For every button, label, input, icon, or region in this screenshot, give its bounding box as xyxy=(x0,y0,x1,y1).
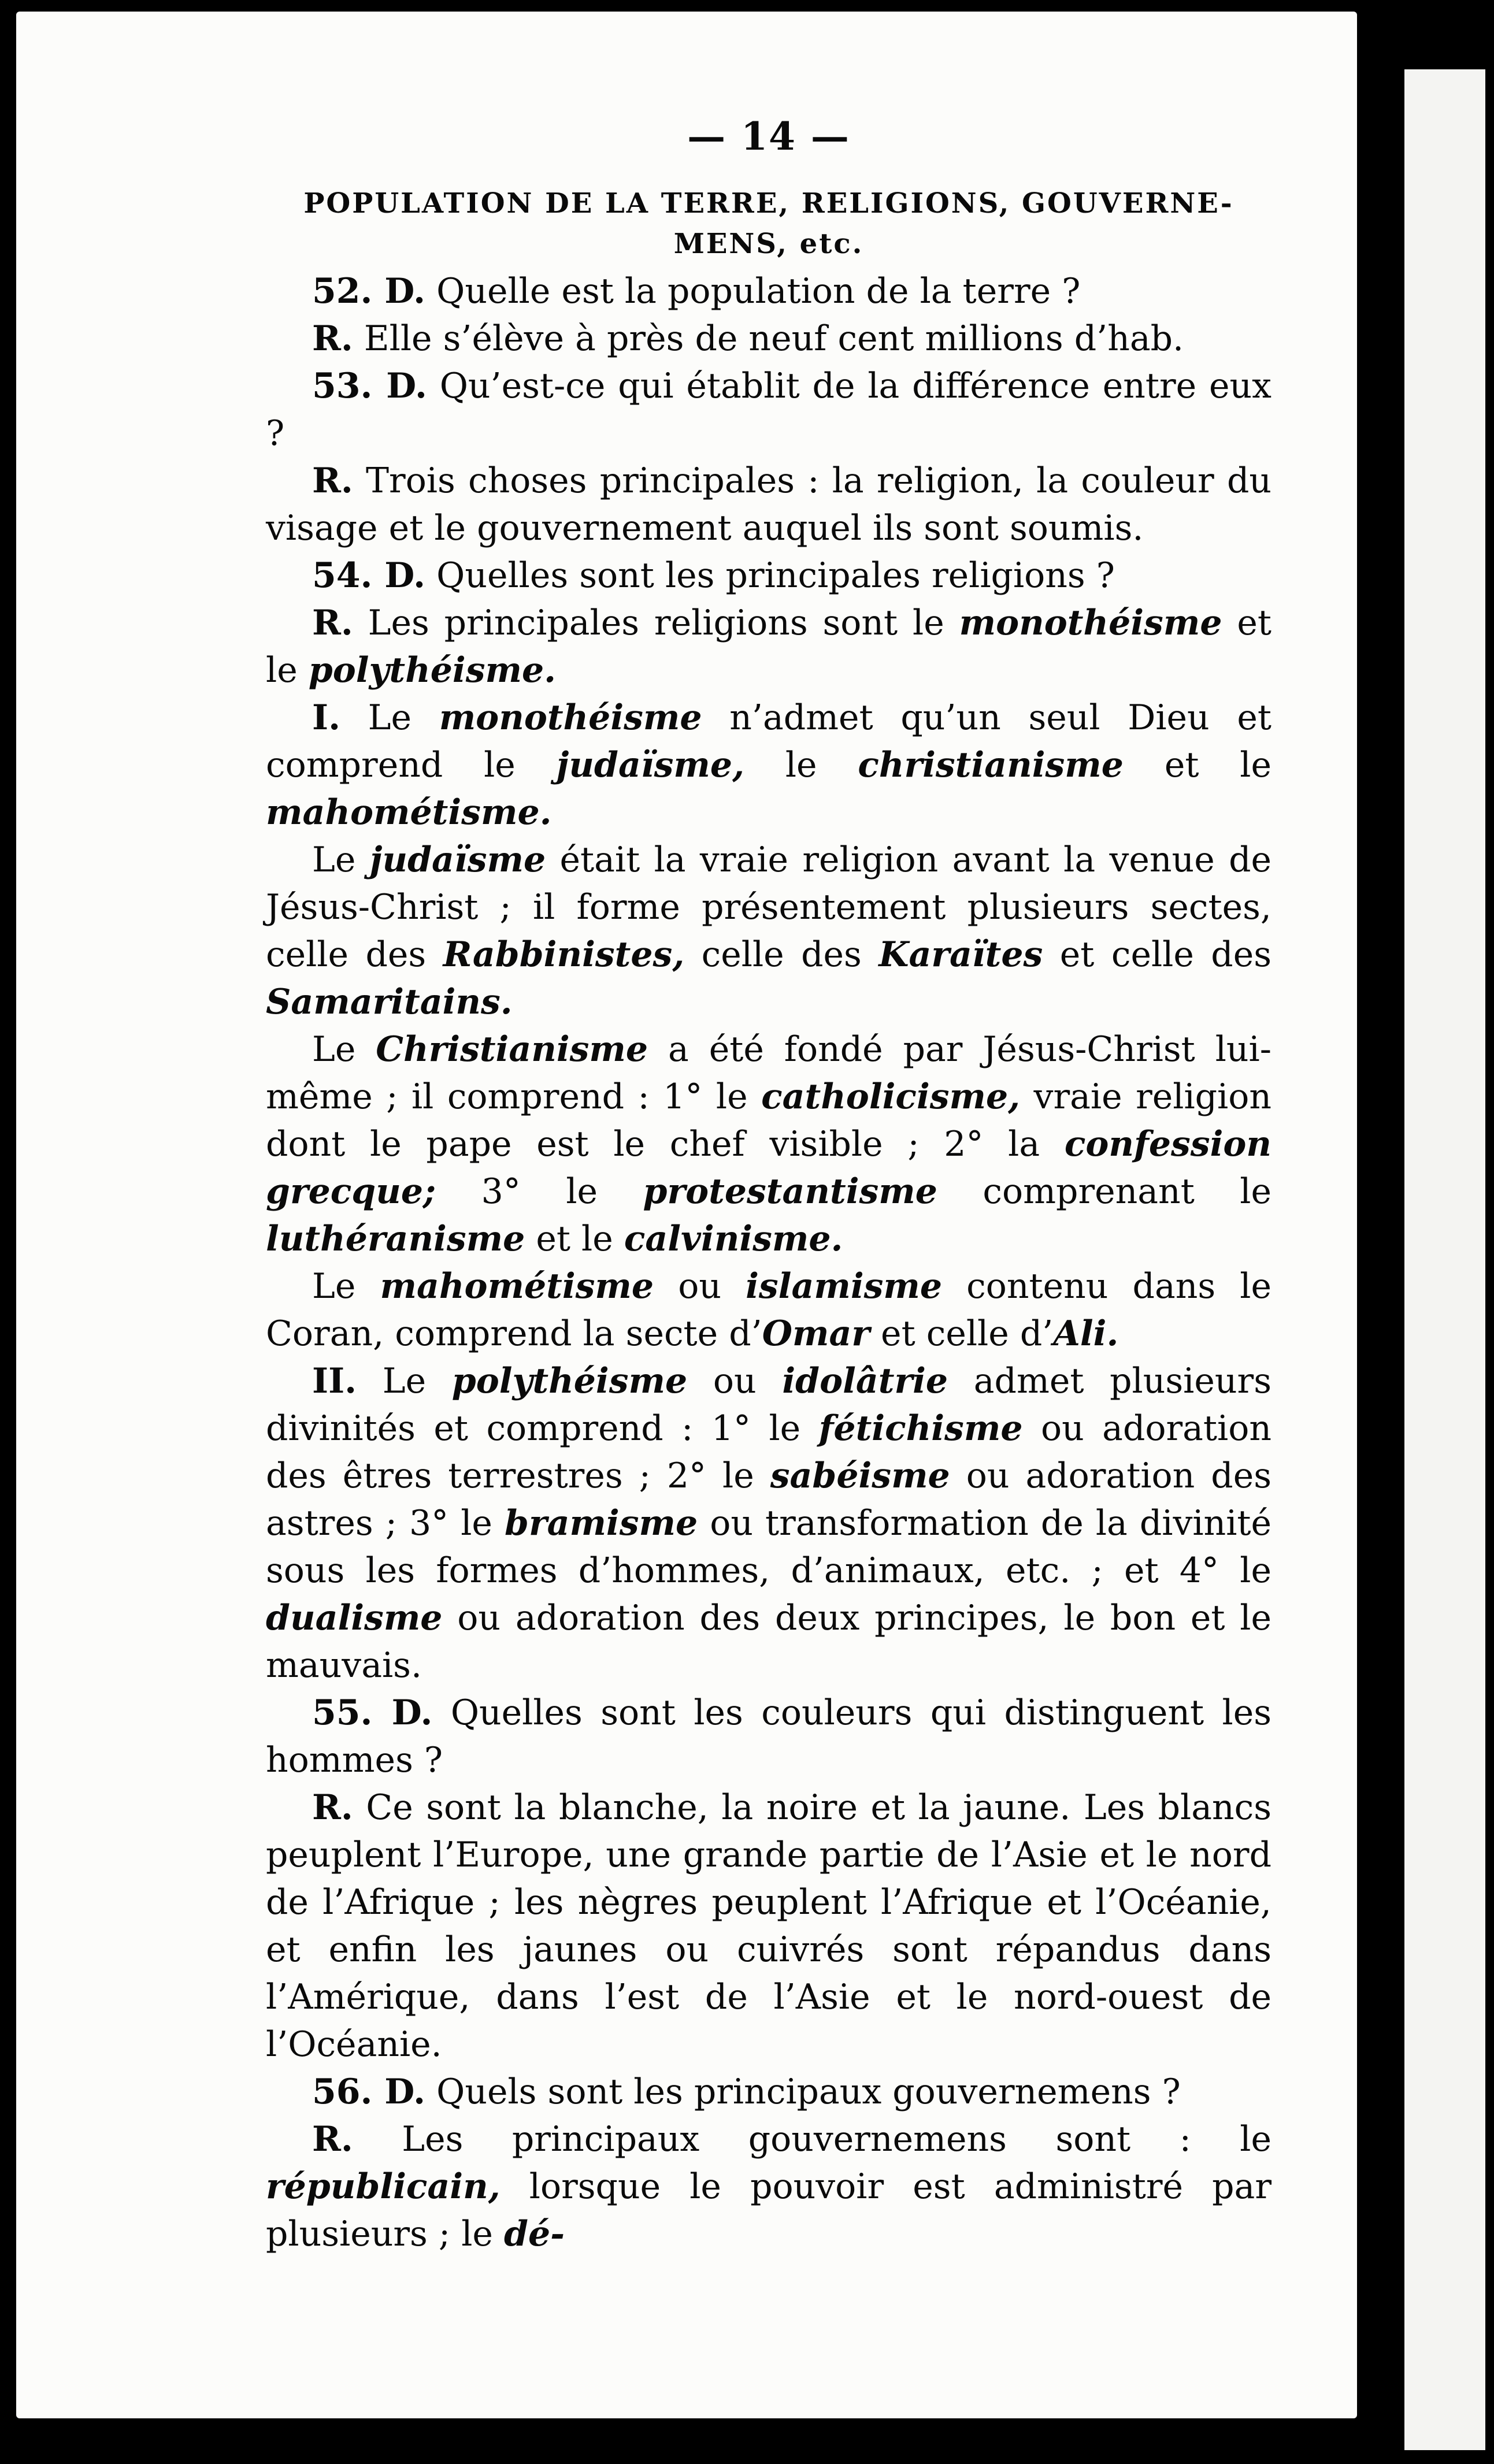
text-run: Ce sont la blanche, la noire et la jaune. Les blancs peuplent l’Europe, une grande partie de l’Asie et le nord de l’Afrique ; les nègres peuplent l’Afrique et l’Océanie, et enfin les jaunes ou cuivrés sont répandus dans l’Amérique, dans l’est de l’Asie et le nord-ouest de l’Océanie. xyxy=(266,1787,1271,2065)
section-title xyxy=(266,183,1271,264)
italic-term: Omar xyxy=(762,1313,870,1354)
text-run: Elle s’élève à près de neuf cent millions d’hab. xyxy=(353,318,1184,359)
italic-term: polythéisme xyxy=(451,1361,688,1401)
italic-term: confession grecque; xyxy=(266,1124,1271,1212)
text-run: et le xyxy=(525,1219,624,1259)
text-run: et le xyxy=(1123,745,1271,785)
italic-term: christianisme xyxy=(858,745,1124,785)
question-answer-label: R. xyxy=(312,318,353,359)
paragraph xyxy=(266,2116,1271,2258)
text-run: ou transformation de la divinité sous les formes d’hommes, d’animaux, etc. ; et 4° le xyxy=(266,1503,1272,1591)
section-title-line-2: MENS, etc. xyxy=(673,228,864,260)
italic-term: catholicisme, xyxy=(761,1077,1021,1117)
italic-term: républicain, xyxy=(266,2166,501,2207)
paragraph xyxy=(266,1357,1271,1689)
question-answer-label: 52. D. xyxy=(312,271,426,311)
page-number: — 14 — xyxy=(687,114,850,159)
text-run: était la vraie religion avant la venue de Jésus-Christ ; il forme présentement plusieurs sectes, celle des xyxy=(266,840,1271,975)
paragraph xyxy=(266,2068,1271,2116)
text-run: Les principales religions sont le xyxy=(353,603,959,643)
text-run: Le xyxy=(340,697,439,738)
text-run: Quels sont les principaux gouvernemens ? xyxy=(425,2072,1181,2112)
italic-term: fétichisme xyxy=(818,1408,1023,1449)
question-answer-label: 54. D. xyxy=(312,555,426,596)
paragraph xyxy=(266,1689,1271,1784)
text-run: ou xyxy=(654,1266,746,1307)
text-run: Trois choses principales : la religion, la couleur du visage et le gouvernement auquel ils sont soumis. xyxy=(266,461,1271,548)
text-run: Les principaux gouvernemens sont : le xyxy=(353,2119,1271,2159)
text-run: contenu dans le Coran, comprend la secte d’ xyxy=(266,1266,1271,1354)
italic-term: calvinisme. xyxy=(624,1219,843,1259)
paragraph xyxy=(266,1784,1271,2068)
text-run: Le xyxy=(312,840,370,880)
page-body xyxy=(266,268,1271,2258)
italic-term: dualisme xyxy=(266,1598,443,1638)
text-run: a été fondé par Jésus-Christ lui-même ; il comprend : 1° le xyxy=(266,1029,1271,1117)
italic-term: islamisme xyxy=(746,1266,943,1307)
question-answer-label: I. xyxy=(312,697,340,738)
paragraph xyxy=(266,1263,1271,1357)
text-run: et le xyxy=(266,603,1271,691)
question-answer-label: R. xyxy=(312,2119,353,2159)
text-run: n’admet qu’un seul Dieu et comprend le xyxy=(266,697,1272,785)
italic-term: Samaritains. xyxy=(266,982,513,1022)
text-run: lorsque le pouvoir est administré par plusieurs ; le xyxy=(266,2166,1271,2254)
italic-term: judaïsme, xyxy=(556,745,744,785)
text-run: Quelles sont les principales religions ? xyxy=(425,555,1115,596)
page-text-block xyxy=(266,113,1271,2258)
text-run: ou adoration des êtres terrestres ; 2° le xyxy=(266,1408,1271,1496)
paragraph xyxy=(266,362,1271,457)
italic-term: luthéranisme xyxy=(266,1219,525,1259)
paragraph xyxy=(266,1026,1271,1263)
italic-term: dé- xyxy=(503,2214,565,2254)
italic-term: monothéisme xyxy=(439,697,702,738)
text-run: Le xyxy=(312,1029,376,1070)
italic-term: Karaïtes xyxy=(878,934,1043,975)
italic-term: bramisme xyxy=(505,1503,698,1543)
text-run: et celle des xyxy=(1043,934,1272,975)
italic-term: polythéisme. xyxy=(308,650,557,691)
paragraph xyxy=(266,457,1271,552)
next-page-edge xyxy=(1404,69,1485,2450)
text-run: Le xyxy=(312,1266,380,1307)
italic-term: sabéisme xyxy=(770,1456,950,1496)
italic-term: protestantisme xyxy=(643,1171,937,1212)
italic-term: Christianisme xyxy=(376,1029,648,1070)
text-run: admet plusieurs divinités et comprend : 1° le xyxy=(266,1361,1271,1449)
question-answer-label: R. xyxy=(312,461,353,501)
text-run: Qu’est-ce qui établit de la différence entre eux ? xyxy=(266,366,1271,454)
italic-term: Ali. xyxy=(1053,1313,1119,1354)
text-run: vraie religion dont le pape est le chef visible ; 2° la xyxy=(266,1077,1271,1164)
paragraph xyxy=(266,315,1271,362)
text-run: 3° le xyxy=(436,1171,643,1212)
text-run: comprenant le xyxy=(937,1171,1271,1212)
italic-term: monothéisme xyxy=(959,603,1222,643)
italic-term: Rabbinistes, xyxy=(443,934,685,975)
paragraph xyxy=(266,694,1271,836)
italic-term: idolâtrie xyxy=(782,1361,948,1401)
question-answer-label: R. xyxy=(312,603,353,643)
italic-term: mahométisme. xyxy=(266,792,552,833)
question-answer-label: 56. D. xyxy=(312,2072,426,2112)
text-run: Quelle est la population de la terre ? xyxy=(425,271,1081,311)
section-title-line-1: POPULATION DE LA TERRE, RELIGIONS, GOUVERNE- xyxy=(303,187,1234,220)
text-run: et celle d’ xyxy=(869,1313,1054,1354)
text-run: Le xyxy=(357,1361,452,1401)
paragraph xyxy=(266,552,1271,599)
text-run: le xyxy=(744,745,858,785)
paragraph xyxy=(266,836,1271,1026)
question-answer-label: R. xyxy=(312,1787,353,1828)
paragraph xyxy=(266,599,1271,694)
italic-term: judaïsme xyxy=(369,840,546,880)
question-answer-label: II. xyxy=(312,1361,357,1401)
question-answer-label: 53. D. xyxy=(312,366,427,406)
text-run: ou adoration des deux principes, le bon et le mauvais. xyxy=(266,1598,1271,1686)
text-run: celle des xyxy=(684,934,879,975)
text-run: Quelles sont les couleurs qui distinguent les hommes ? xyxy=(266,1693,1272,1780)
paragraph xyxy=(266,268,1271,315)
text-run: ou xyxy=(687,1361,783,1401)
question-answer-label: 55. D. xyxy=(312,1693,433,1733)
italic-term: mahométisme xyxy=(380,1266,654,1307)
text-run: ou adoration des astres ; 3° le xyxy=(266,1456,1272,1543)
